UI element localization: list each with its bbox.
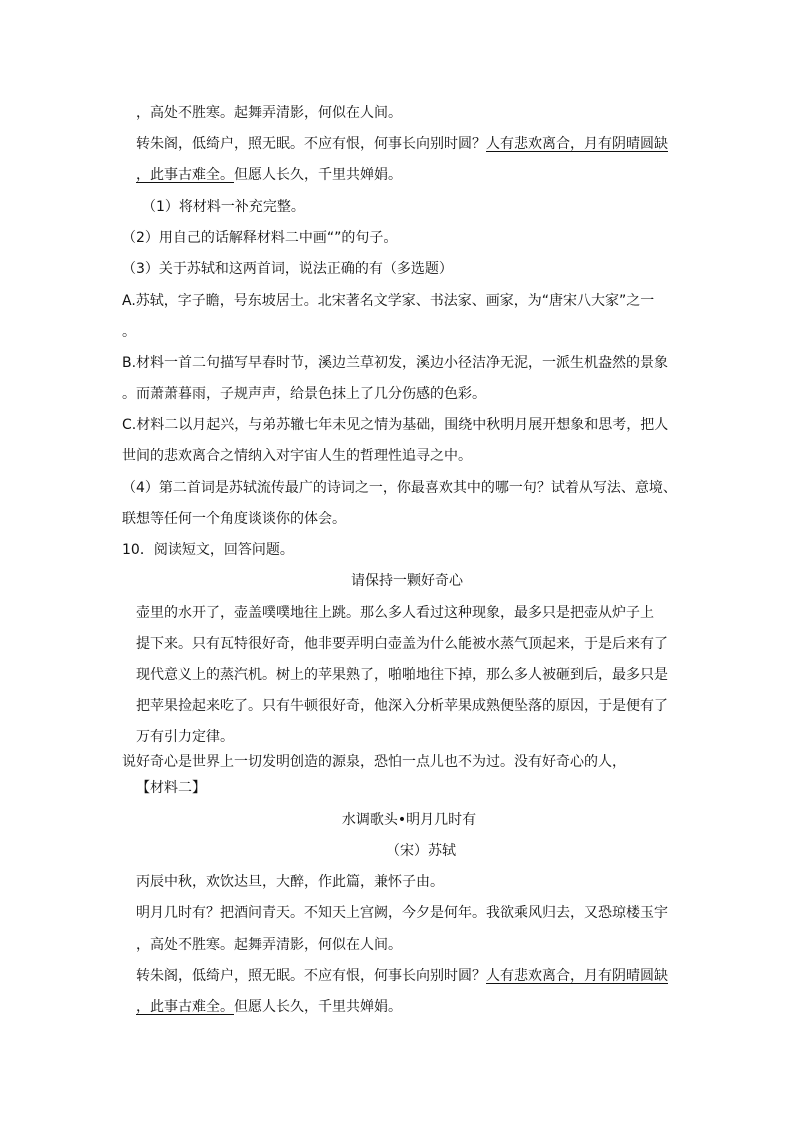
question-3: （3）关于苏轼和这两首词，说法正确的有（多选题） xyxy=(122,261,453,277)
question-10-heading: 10．阅读短文，回答问题。 xyxy=(122,542,294,558)
option-a-line-1: A.苏轼，字子瞻，号东坡居士。北宋著名文学家、书法家、画家，为“唐宋八大家”之一 xyxy=(122,293,655,309)
article-title: 请保持一颗好奇心 xyxy=(351,573,463,589)
poem-line: ，高处不胜寒。起舞弄清影，何似在人间。 xyxy=(136,105,402,121)
option-b-line-2: 。而萧萧暮雨，子规声声，给景色抹上了几分伤感的色彩。 xyxy=(122,386,486,402)
article-paragraph-line: 万有引力定律。 xyxy=(136,729,234,745)
option-b-line-1: B.材料一首二句描写早春时节，溪边兰草初发，溪边小径洁净无泥，一派生机盎然的景象 xyxy=(122,355,669,371)
article-paragraph-line: 壶里的水开了，壶盖噗噗地往上跳。那么多人看过这种现象，最多只是把壶从炉子上 xyxy=(136,605,654,621)
poem-line xyxy=(136,134,668,154)
poem-line xyxy=(136,997,402,1017)
poem-line: ，高处不胜寒。起舞弄清影，何似在人间。 xyxy=(136,937,402,953)
option-c-line-1: C.材料二以月起兴，与弟苏辙七年未见之情为基础，围绕中秋明月展开想象和思考，把人 xyxy=(122,417,669,433)
option-c-line-2: 世间的悲欢离合之情纳入对宇宙人生的哲理性追寻之中。 xyxy=(122,448,472,464)
poem-line-text: 但愿人长久，千里共婵娟。 xyxy=(234,999,402,1015)
question-4-line-2: 联想等任何一个角度谈谈你的体会。 xyxy=(122,511,346,527)
poem-line: 明月几时有？把酒问青天。不知天上宫阙，今夕是何年。我欲乘风归去，又恐琼楼玉宇 xyxy=(136,905,668,921)
option-a-line-2: 。 xyxy=(122,324,136,340)
material-two-label: 【材料二】 xyxy=(136,780,206,796)
poem-line-text: 但愿人长久，千里共婵娟。 xyxy=(234,167,402,183)
poem-preface: 丙辰中秋，欢饮达旦，大醉，作此篇，兼怀子由。 xyxy=(136,874,444,890)
poem-line-text: 转朱阁，低绮户，照无眠。不应有恨，何事长向别时圆？ xyxy=(136,968,486,984)
underlined-sentence: 人有悲欢离合，月有阴晴圆缺 xyxy=(486,136,668,152)
poem-author: （宋）苏轼 xyxy=(386,843,456,859)
article-paragraph-line: 现代意义上的蒸汽机。树上的苹果熟了，啪啪地往下掉，那么多人被砸到后，最多只是 xyxy=(136,667,668,683)
underlined-sentence: ，此事古难全。 xyxy=(136,999,234,1015)
poem-line xyxy=(136,966,668,986)
poem-line xyxy=(136,165,402,185)
article-paragraph-line: 把苹果捡起来吃了。只有牛顿很好奇，他深入分析苹果成熟便坠落的原因，于是便有了 xyxy=(136,698,668,714)
question-1: （1）将材料一补充完整。 xyxy=(142,199,305,215)
poem-line-text: 转朱阁，低绮户，照无眠。不应有恨，何事长向别时圆？ xyxy=(136,136,486,152)
article-paragraph-line: 说好奇心是世界上一切发明创造的源泉，恐怕一点儿也不为过。没有好奇心的人， xyxy=(122,754,626,770)
underlined-sentence: 人有悲欢离合，月有阴晴圆缺 xyxy=(486,968,668,984)
article-paragraph-line: 提下来。只有瓦特很好奇，他非要弄明白壶盖为什么能被水蒸气顶起来，于是后来有了 xyxy=(136,636,668,652)
question-4-line-1: （4）第二首词是苏轼流传最广的诗词之一，你最喜欢其中的哪一句？试着从写法、意境、 xyxy=(122,480,677,496)
question-2: （2）用自己的话解释材料二中画“”的句子。 xyxy=(122,230,398,246)
poem-title: 水调歌头•明月几时有 xyxy=(341,812,477,828)
underlined-sentence: ，此事古难全。 xyxy=(136,167,234,183)
